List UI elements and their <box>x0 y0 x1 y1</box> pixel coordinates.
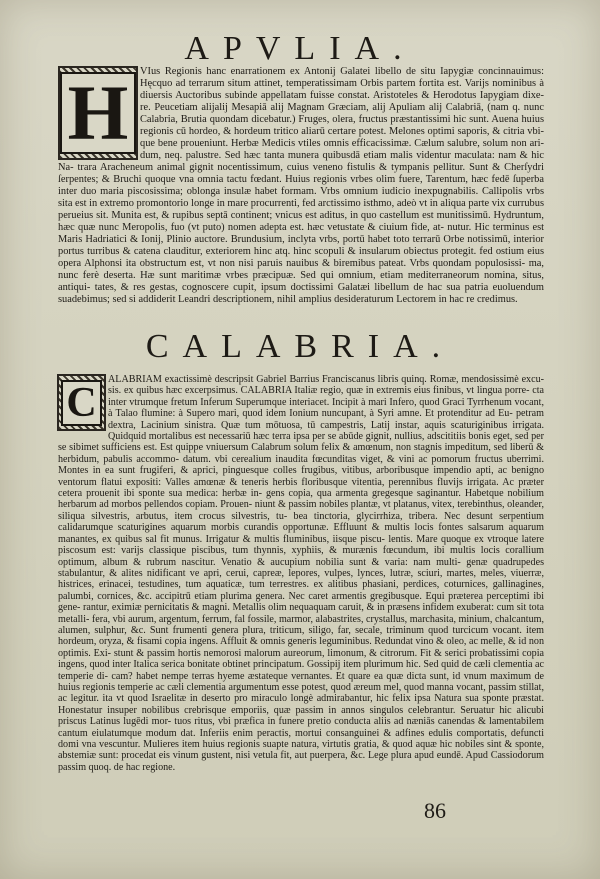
section-title-apulia: APVLIA. <box>184 30 416 67</box>
calabria-paragraph: ALABRIAM exactissimè descripsit Gabriel Barrius Franciscanus libris quinq. Romæ, mendosissimè excu- sis. ex quibus hæc excerpsimus. CALABRIA Italiæ regio, quæ in extremis eius finibus, vt lingua porre- cta inter vtrumque fretum Inferum Superumque interiacet. Incipit à mari Infero, quod Graci Tyrrhenum vocant, à Talao flumine: à Supero mari, quod idem Ionium nuncupant, à Syri amne. Et protenditur ad Eu- petram dextra, Lacinium sinistra. Quæ tum mōtuosa, tū campestris, Latij instar, aquis scaturiginibus irrigata. Quidquid mortalibus est necessariū hæc terra ipsa per se abūde gignit, nullius, adscititiis bonis eget, sed per se sibimet sufficiens est. Est quippe vniuersum Calabrum solum felix & amœnum, non stagnis impeditum, sed liberū & herbidum, pabulis accommo- datum. vbi cerealium inaudita fœcunditas viget, & vini ac pomorum fructus uberrimi. Montes in ea sunt frugiferi, & aprici, pinguesque colles frugibus, vitibus, arboribusque impendio apti, ac benigno ventorum flatui expositi: Valles amœnæ & teneris herbis floribusque vitentia, perennibus fluvijs irrigata. Ac præter cetera prouenit ibi sponte sua medica: herbæ in- gens copia, qua armenta gregesque saginantur. Habetque nobilium herbarum ad morbos pellendos copiam. Prouen- niunt & passim nobiles plantæ, vt platanus, vitex, terebinthus, oleander, siliqua silvestris, arbutus, item crocus silvestris, tu- bea tinctoria, glycirrhiza, tribera. Nec desunt serpentium calidarumque scaturigines aquarum morbis curandis opportunæ. Effluunt & multis locis fontes salsarum aquarum manantes, ex quibus sal fit munus. Irrigatur & multis fluminibus, iisque piscu- lentis. Mare quoque ex vtroque latere piscosum est: varijs classique piscibus, tum thynnis, xyphiis, & murænis fœcundum, ibi multis locis corallium optimum, album & rubrum nascitur. Venatio & aucupium nobilia sunt & varia: nam multi- genæ quadrupedes stabulantur, & alites nidificant ve apri, cerui, capreæ, lepores, vulpes, lynces, lutræ, sciuri, martes, meles, viuerræ, histrices, erinacei, testudines, tum aquaticæ, tum terrestres. ex alitibus phasiani, perdices, coturnices, gallinagines, palumbi, cornices, &c. accipitrū etiam plurima genera. Nec caret armentis gregibusque. Equi præterea perceptimi ibi gene- rantur, eximiæ pernicitatis & magni. Metallis olim nequaquam caruit, & in præsens infidem exuberat: cum sit tota metalli- fera, vbi aurum, argentum, ferrum, fal fossile, marmor, alabastrites, crystallus, marchasita, minium, chalcantum, alumen, sulphur, &c. Sunt frumenti genera plura, triticum, siligo, far, secale, triminum quod turcicum vocant. item hordeum, oryza, & fisami copia ingens. Affluit & omnis generis leguminibus. Redundat vino & oleo, ac melle, & id non optimis. Exi- stunt & passim hortis nemorosi malorum aureorum, limonum, & citrorum. Fit & serici probatissimi copia ingens, quod inter Italica serica bonitate obtinet principatum. Gossipij item plurimum hic. Sed quid de cæli clementia ac temperie di- cam? habet nempe terras hyeme æstateque vernantes. Et quare ea quæ dicta sunt, id vnum maximum de huius regionis temperie ac cæli clementia argumentum esse potest, quod æreum mel, quod manna vocant, passim stillat, ac legitur. ita vt quod Israelitæ in deserto pro miraculo longè admirabantur, hic felix ipsa Natura sua sponte præstat. Honestatur insuper nobilibus crebrisque emporiis, quæ passim in annos singulos celebrantur. Seruatur hic alicubi priscus Latinus lugēdi mor- tuos ritus, vbi præfica in funere pretio conducta aliis ad næniās canendas & lamentabilem cantum eiulatumque modum dat. Inferiis enim peractis, mortui consanguinei & adfines edulis comportatis, defuncti domi vna vescuntur. Mulieres item huius regionis suapte natura, virtutis gratia, & quod aquæ hic nobiles sint & sponte, abstemiæ sunt: procedat eis vinum gustent, nisi vetula fit, aut puerpera, &c. Lege plura apud eundē. Apud Cassiodorum passim quoq. de hac regione. <box>58 374 544 773</box>
page-number: 86 <box>424 798 446 823</box>
section-title-calabria: CALABRIA. <box>145 328 455 365</box>
apulia-paragraph: VIus Regionis hanc enarrationem ex Antonij Galatei libello de situ Iapygiæ concinnauimus: Hęcquo ad terrarum situm attinet, temperatissimam Orbis partem fortita est. Varijs nominibus à diuersis Auctoribus subinde appellatam fuisse constat. Aristoteles & Herodotus Iapygiam dixe- re. Peucetiam alijalij Mesapiā alij Magnam Græciam, alij Apuliam alij Calabriā, (nam q. nunc Calabria, Brutia quondam dicebatur.) Fruges, olera, fructus præstantissimi hic sunt. Auena huius regionis cū hordeo, & hordeum tritico aliarū certare potest. Melones optimi saporis, & citria vbi- que bene proueniunt. Herbæ Medicis vtiles omnis efficacissimæ. Cælum salubre, solum non ari- dum, neq. palustre. Sed hæc tanta munera quibusdā etiam malis videntur maculata: nam & hic Na- trara Aracheneum animal gignit nocentissimum, cuius veneno fistulis & tympanis pellitur. Sunt & Cherſydri ſerpentes; & Bruchi quoque vna omnia tactu fœdant. Huius regionis vrbes olim fuere, Tarentum, hæc fedē ſuperba inter duo maria piscosissima; oblonga insulæ habet formam. Vrbs omnium iudicio inexpugnabilis. Callipolis vrbs sita est in extremo promontorio longe in mare procurrenti, fed arctissimo isthmo, adeò vt in aliqua parte vix currubus perueius sit. Munita est, & rupibus septā continent; vnicus est aditus, in quo castellum est munitissimū. Hydruntum, hæc quæ nunc Meropolis, fuo (vt puto) nomen adepta est. hæc vetustate & ciuium fide, at- nutur. Hic terminus est Maris Hadriatici & Ionij, Plinio auctore. Brundusium, inclyta vrbs, portū habet toto terrarū Orbe notissimū, interior portus turribus & catena clauditur, exteriorem hinc atq. hinc scopuli & insularum obiectus protegit. fed ostium eius opera Alphonsi ita obstructum est, vt non nisi paruis nauibus & biremibus pateat. Vrbs quondam populosissi- ma, nunc ferè deserta. Hæ sunt maritimæ vrbes præcipuæ. Sed qui omnium, etiam mediterraneorum nomina, situs, antiqui- tates, & res gestas, cognoscere cupit, ipsum doctissimi Galatæi libellum de hac sua patria euoluendum suadebimus; sed si addiderit Leandri descriptionem, nihil amplius desideraturum Lectorem in hac re credimus. <box>58 66 544 305</box>
apulia-text-block <box>58 66 544 314</box>
calabria-text-block <box>58 374 544 786</box>
initial-letter-h: H <box>60 72 137 154</box>
initial-letter-c: C <box>61 380 101 426</box>
